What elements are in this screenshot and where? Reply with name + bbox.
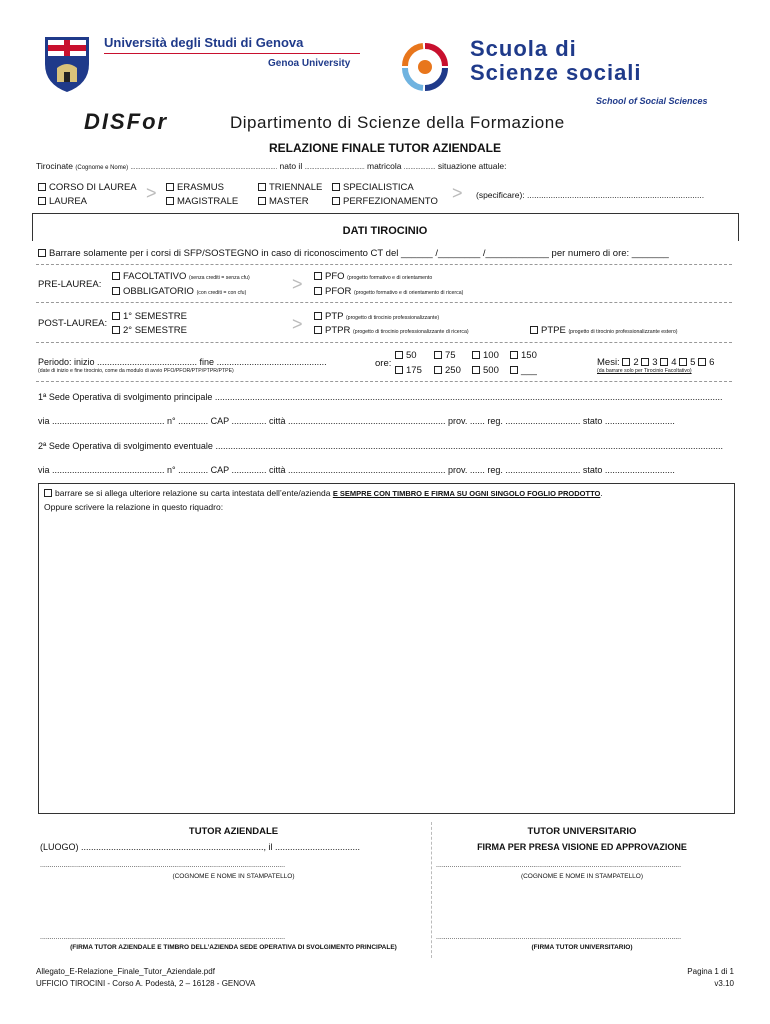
dati-frame-top xyxy=(32,213,738,214)
opt-pfor[interactable] xyxy=(314,286,463,297)
tutor-az-name-caption: (COGNOME E NOME IN STAMPATELLO) xyxy=(172,873,295,880)
relazione-end: . xyxy=(600,488,603,498)
divider xyxy=(36,264,732,265)
label: MAGISTRALE xyxy=(177,196,239,207)
opt-magistrale[interactable] xyxy=(166,196,238,207)
checkbox[interactable] xyxy=(434,366,442,374)
checkbox[interactable] xyxy=(314,287,322,295)
divider xyxy=(36,342,732,343)
checkbox[interactable] xyxy=(314,326,322,334)
label: 150 xyxy=(521,350,537,361)
mesi-4[interactable] xyxy=(660,357,676,368)
checkbox[interactable] xyxy=(38,249,46,257)
opt-specialistica[interactable] xyxy=(332,182,414,193)
checkbox[interactable] xyxy=(166,183,174,191)
periodo-note: (date di inizio e fine tirocinio, come da modulo di avvio PFO/PFOR/PTP/PTPR/PTPE) xyxy=(38,368,234,374)
disfor-logo: DISFor xyxy=(84,109,169,134)
label: TRIENNALE xyxy=(269,182,323,193)
unige-logo xyxy=(42,34,92,94)
checkbox[interactable] xyxy=(332,183,340,191)
tirocinate-label: Tirocinate xyxy=(36,161,74,171)
tutor-uni-name-line[interactable]: .............................................................................................................................. xyxy=(436,862,682,869)
school-name-1: Scuola di xyxy=(470,36,577,61)
checkbox[interactable] xyxy=(395,366,403,374)
checkbox[interactable] xyxy=(258,197,266,205)
footer-file: Allegato_E-Relazione_Finale_Tutor_Aziendale.pdf xyxy=(36,967,215,976)
ore-175[interactable] xyxy=(395,365,422,376)
opt-ptp[interactable] xyxy=(314,311,439,322)
checkbox[interactable] xyxy=(622,358,630,366)
tutor-az-sign-line[interactable]: .............................................................................................................................. xyxy=(40,934,286,941)
tutor-az-title: TUTOR AZIENDALE xyxy=(188,826,279,837)
checkbox[interactable] xyxy=(112,312,120,320)
footer-page: Pagina 1 di 1 xyxy=(687,967,734,976)
matricola-dots[interactable]: ................... xyxy=(403,165,436,171)
sfp-text: Barrare solamente per i corsi di SFP/SOSTEGNO in caso di riconoscimento CT del ______ /________ /____________ per numero di ore: _______ xyxy=(49,248,669,259)
mesi-note: (da barrare solo per Tirocinio Facoltativo) xyxy=(597,368,692,374)
tutor-az-name-line[interactable]: .............................................................................................................................. xyxy=(40,862,286,869)
mesi-2[interactable] xyxy=(622,357,638,368)
opt-laurea[interactable] xyxy=(38,196,87,207)
label: 500 xyxy=(483,365,499,376)
pre-laurea-label: PRE-LAUREA: xyxy=(38,279,102,290)
relazione-box[interactable] xyxy=(38,483,735,814)
label: 250 xyxy=(445,365,461,376)
university-name: Università degli Studi di Genova xyxy=(104,35,304,50)
opt-master[interactable] xyxy=(258,196,309,207)
tirocinate-row xyxy=(36,161,736,171)
ore-other[interactable] xyxy=(510,365,537,376)
opt-triennale[interactable] xyxy=(258,182,322,193)
checkbox[interactable] xyxy=(112,272,120,280)
checkbox[interactable] xyxy=(472,351,480,359)
tirocinate-small: (Cognome e Nome) xyxy=(75,165,129,171)
sede2-address[interactable]: via ............................................. n° ............ CAP .............. città ............................................................... prov. ...... reg. .............................. stato ............................ xyxy=(38,465,675,475)
mesi-6[interactable] xyxy=(698,357,714,368)
sede1-field[interactable]: 1ª Sede Operativa di svolgimento principale ........................................................................................................................................................................................................... xyxy=(38,392,723,402)
footer-office: UFFICIO TIROCINI - Corso A. Podestà, 2 – 16128 - GENOVA xyxy=(36,979,256,988)
dati-title: DATI TIROCINIO xyxy=(342,225,428,237)
checkbox[interactable] xyxy=(314,312,322,320)
opt-pfo[interactable] xyxy=(314,271,432,282)
arrow-icon: > xyxy=(146,183,157,203)
note: (senza crediti = senza cfu) xyxy=(188,275,250,281)
sede2-field[interactable]: 2ª Sede Operativa di svolgimento eventuale ........................................................................................................................................................................................................... xyxy=(38,441,724,451)
school-en: School of Social Sciences xyxy=(596,96,708,106)
checkbox[interactable] xyxy=(434,351,442,359)
checkbox[interactable] xyxy=(510,366,518,374)
label: LAUREA xyxy=(49,196,88,207)
department-name: Dipartimento di Scienze della Formazione xyxy=(230,113,565,132)
specificare-field[interactable]: (specificare): ........................................................................... xyxy=(476,190,705,200)
label: PTPR xyxy=(325,325,351,336)
note: (con crediti = con cfu) xyxy=(196,290,247,296)
label: 175 xyxy=(406,365,422,376)
label: ___ xyxy=(521,365,537,376)
ore-150[interactable] xyxy=(510,350,537,361)
label: PFO xyxy=(325,271,345,282)
opt-perfezionamento[interactable] xyxy=(332,196,438,207)
ore-500[interactable] xyxy=(472,365,499,376)
opt-erasmus[interactable] xyxy=(166,182,224,193)
label: ERASMUS xyxy=(177,182,224,193)
checkbox[interactable] xyxy=(258,183,266,191)
label: SPECIALISTICA xyxy=(343,182,414,193)
header-rule xyxy=(104,53,360,54)
mesi-5[interactable] xyxy=(679,357,695,368)
school-name-2: Scienze sociali xyxy=(470,60,642,85)
tutor-uni-name-caption: (COGNOME E NOME IN STAMPATELLO) xyxy=(520,873,644,880)
label: 75 xyxy=(445,350,456,361)
checkbox[interactable] xyxy=(314,272,322,280)
checkbox[interactable] xyxy=(166,197,174,205)
document-title: RELAZIONE FINALE TUTOR AZIENDALE xyxy=(269,141,501,155)
matricola-label: matricola xyxy=(366,161,402,171)
label: FACOLTATIVO xyxy=(123,271,187,282)
opt-obbligatorio[interactable] xyxy=(112,286,246,297)
label: OBBLIGATORIO xyxy=(123,286,194,297)
checkbox[interactable] xyxy=(332,197,340,205)
situazione-label: situazione attuale: xyxy=(437,161,507,171)
opt-ptpe[interactable] xyxy=(530,325,677,336)
nato-dots[interactable]: .................................... xyxy=(304,165,365,171)
checkbox[interactable] xyxy=(112,287,120,295)
checkbox[interactable] xyxy=(679,358,687,366)
opt-ptpr[interactable] xyxy=(314,325,469,336)
checkbox[interactable] xyxy=(510,351,518,359)
mesi-3[interactable] xyxy=(641,357,657,368)
label: 100 xyxy=(483,350,499,361)
label: 3 xyxy=(652,357,658,368)
opt-facoltativo[interactable] xyxy=(112,271,250,282)
label: CORSO DI LAUREA xyxy=(49,182,137,193)
nato-label: nato il xyxy=(279,161,303,171)
checkbox[interactable] xyxy=(112,326,120,334)
opt-sem1[interactable] xyxy=(112,311,187,322)
ore-75[interactable] xyxy=(434,350,456,361)
divider xyxy=(36,302,732,303)
opt-corso-laurea[interactable] xyxy=(38,182,137,193)
note: (progetto formativo e di orientamento di ricerca) xyxy=(354,290,464,296)
tutor-uni-subtitle: FIRMA PER PRESA VISIONE ED APPROVAZIONE xyxy=(477,842,687,852)
label: PERFEZIONAMENTO xyxy=(343,196,438,207)
mesi-label: Mesi: xyxy=(597,357,620,368)
tutor-uni-sign-caption: (FIRMA TUTOR UNIVERSITARIO) xyxy=(531,944,633,951)
label: 2° SEMESTRE xyxy=(123,325,187,336)
relazione-text: barrare se si allega ulteriore relazione su carta intestata dell’ente/azienda xyxy=(55,488,331,498)
label: 6 xyxy=(709,357,715,368)
arrow-icon: > xyxy=(452,183,463,203)
sede1-address[interactable]: via ............................................. n° ............ CAP .............. città ............................................................... prov. ...... reg. .............................. stato ............................ xyxy=(38,416,675,426)
ore-100[interactable] xyxy=(472,350,499,361)
footer-version: v3.10 xyxy=(714,979,734,988)
label: 4 xyxy=(671,357,677,368)
checkbox[interactable] xyxy=(38,197,46,205)
checkbox[interactable] xyxy=(530,326,538,334)
note: (progetto di tirocinio professionalizzante di ricerca) xyxy=(352,329,469,335)
post-laurea-label: POST-LAUREA: xyxy=(38,318,108,329)
luogo-field[interactable]: (LUOGO) ........................................................................., il .................................. xyxy=(40,842,361,852)
tutor-uni-title: TUTOR UNIVERSITARIO xyxy=(527,826,637,837)
opt-sem2[interactable] xyxy=(112,325,187,336)
arrow-icon: > xyxy=(292,314,303,334)
label: 1° SEMESTRE xyxy=(123,311,187,322)
arrow-icon: > xyxy=(292,274,303,294)
checkbox[interactable] xyxy=(44,489,52,497)
checkbox[interactable] xyxy=(472,366,480,374)
label: PFOR xyxy=(325,286,352,297)
note: (progetto formativo e di orientamento xyxy=(347,275,433,281)
relazione-line2: Oppure scrivere la relazione in questo riquadro: xyxy=(44,502,224,512)
checkbox[interactable] xyxy=(641,358,649,366)
label: PTP xyxy=(325,311,344,322)
divider xyxy=(36,381,732,382)
sfp-row[interactable] xyxy=(38,248,669,259)
relazione-checkbox-row[interactable] xyxy=(44,488,603,498)
note: (progetto di tirocinio professionalizzante) xyxy=(345,315,440,321)
relazione-underlined: E SEMPRE CON TIMBRO E FIRMA SU OGNI SINGOLO FOGLIO PRODOTTO xyxy=(332,489,601,498)
tirocinate-dots[interactable]: ........................................................................................ xyxy=(130,165,278,171)
checkbox[interactable] xyxy=(38,183,46,191)
periodo-field[interactable]: Periodo: inizio ........................................ fine ............................................ xyxy=(38,357,327,367)
label: 2 xyxy=(633,357,639,368)
ore-50[interactable] xyxy=(395,350,417,361)
label: 5 xyxy=(690,357,696,368)
mesi-row xyxy=(597,357,714,368)
note: (progetto di tirocinio professionalizzante estero) xyxy=(568,329,678,335)
ore-label: ore: xyxy=(375,358,392,369)
checkbox[interactable] xyxy=(660,358,668,366)
label: PTPE xyxy=(541,325,566,336)
tutor-uni-sign-line[interactable]: .............................................................................................................................. xyxy=(436,934,682,941)
university-en: Genoa University xyxy=(268,58,351,69)
ore-250[interactable] xyxy=(434,365,461,376)
label: 50 xyxy=(406,350,417,361)
checkbox[interactable] xyxy=(698,358,706,366)
label: MASTER xyxy=(269,196,309,207)
tutor-az-sign-caption: (FIRMA TUTOR AZIENDALE E TIMBRO DELL’AZIENDA SEDE OPERATIVA DI SVOLGIMENTO PRINCIPALE) xyxy=(70,944,397,951)
checkbox[interactable] xyxy=(395,351,403,359)
school-logo-icon xyxy=(402,42,448,92)
